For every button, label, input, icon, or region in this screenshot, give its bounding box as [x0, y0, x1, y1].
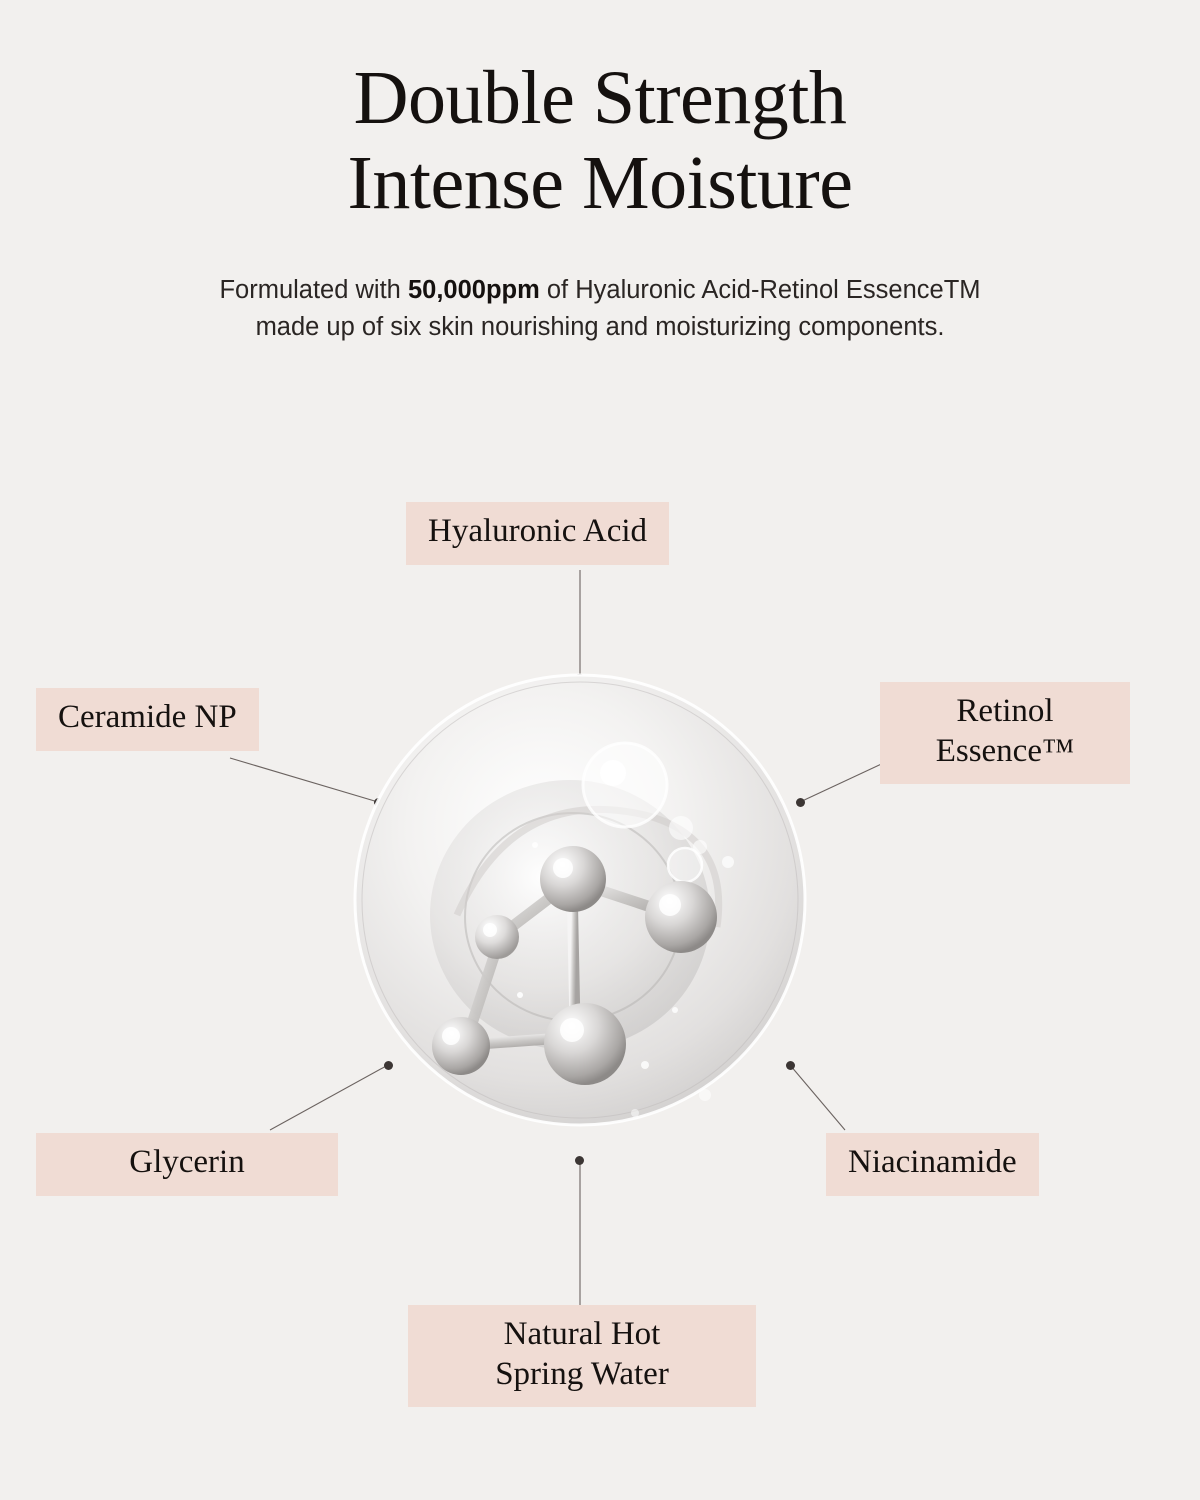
subtitle-text-post: of Hyaluronic Acid-Retinol EssenceTM — [539, 276, 981, 305]
page-subtitle-line-1 — [0, 272, 1200, 309]
label-retinol-essence[interactable] — [880, 682, 1130, 784]
subtitle-ppm-value: 50,000ppm — [407, 276, 540, 305]
subtitle-text-pre: Formulated with — [219, 276, 408, 305]
header — [0, 0, 1200, 346]
gel-droplet-illustration — [345, 665, 815, 1135]
label-glycerin[interactable]: Glycerin — [36, 1133, 338, 1196]
page-title-line-2: Intense Moisture — [347, 141, 853, 226]
label-hot-spring-line-1: Natural Hot — [503, 1316, 661, 1352]
label-niacinamide[interactable]: Niacinamide — [826, 1133, 1039, 1196]
label-ceramide-np[interactable]: Ceramide NP — [36, 688, 259, 751]
label-natural-hot-spring-water[interactable] — [408, 1305, 756, 1407]
page-title — [0, 56, 1200, 226]
label-retinol-essence-line-2: Essence™ — [935, 733, 1075, 770]
page-subtitle-line-2: made up of six skin nourishing and moisturizing components. — [255, 313, 945, 342]
ingredient-diagram — [0, 430, 1200, 1500]
node-dot-hot-spring-water — [575, 1156, 584, 1165]
label-retinol-essence-line-1: Retinol — [956, 693, 1054, 729]
label-hyaluronic-acid[interactable]: Hyaluronic Acid — [406, 502, 669, 565]
page-title-line-1: Double Strength — [353, 56, 847, 140]
page-subtitle — [0, 272, 1200, 346]
label-hot-spring-line-2: Spring Water — [495, 1356, 669, 1393]
